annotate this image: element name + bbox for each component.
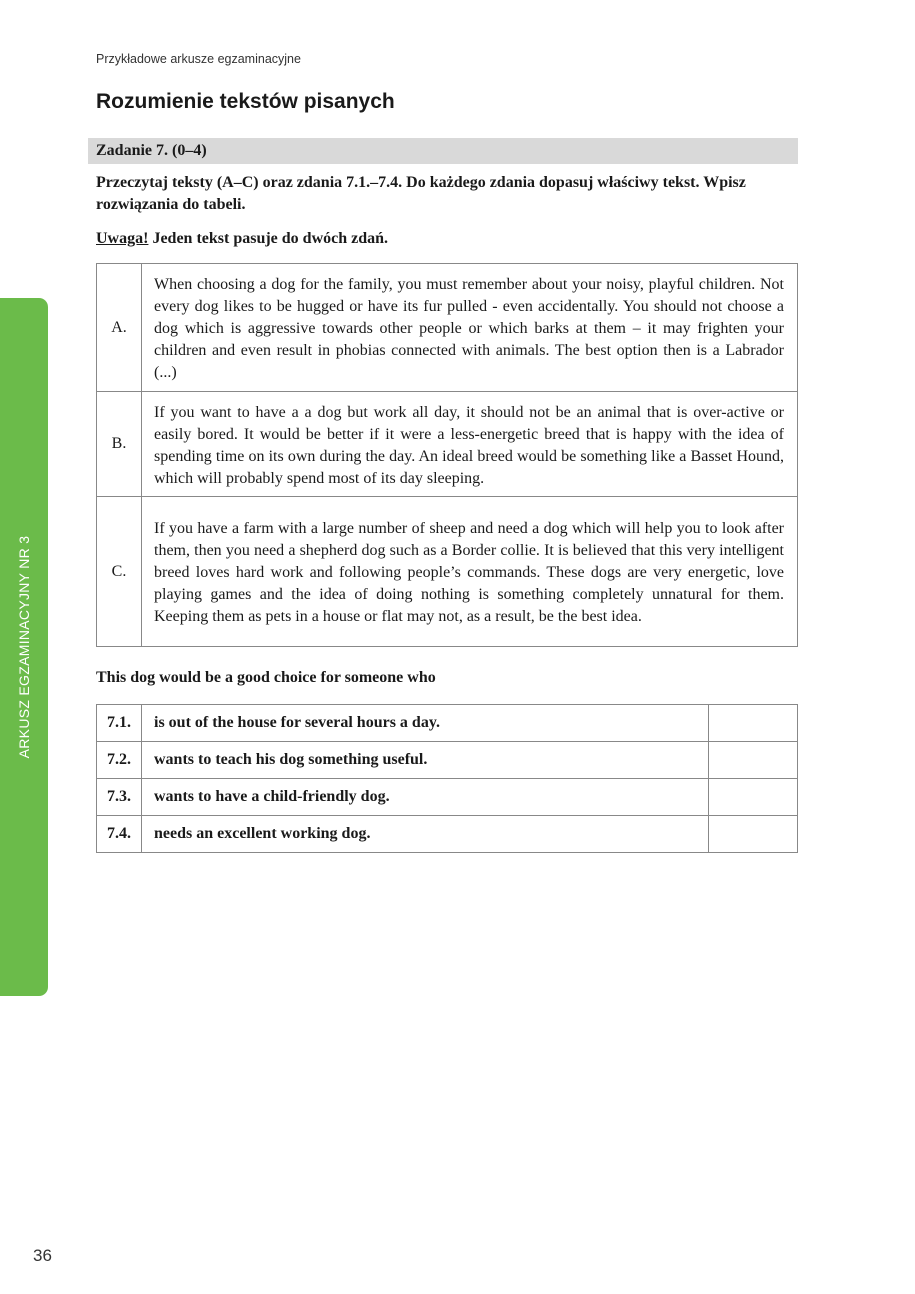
statement-text: is out of the house for several hours a day. [142,705,709,742]
statements-prompt: This dog would be a good choice for someone who [96,669,436,686]
header-note: Przykładowe arkusze egzaminacyjne [96,52,301,66]
statement-text: needs an excellent working dog. [142,816,709,853]
text-letter: B. [97,392,142,497]
statement-number: 7.2. [97,742,142,779]
statement-number: 7.3. [97,779,142,816]
task-note [96,230,388,248]
texts-table [96,263,798,647]
answer-box[interactable] [709,705,798,742]
side-tab-label: ARKUSZ EGZAMINACYJNY NR 3 [16,535,32,759]
statement-text: wants to have a child-friendly dog. [142,779,709,816]
answer-box[interactable] [709,779,798,816]
statement-row [97,816,798,853]
note-label: Uwaga! [96,230,149,247]
text-body: If you want to have a a dog but work all day, it should not be an animal that is over-active or easily bored. It would be better if it were a less-energetic breed that is happy with the idea of spending time on its own during the day. An ideal breed would be something like a Basset Hound, which will probably spend most of its day sleeping. [142,392,798,497]
text-body: When choosing a dog for the family, you must remember about your noisy, playful children. Not every dog likes to be hugged or have its fur pulled - even accidentally. You should not choose a dog which is aggressive towards other people or which barks at them – it may frighten your children and even result in phobias connected with animals. The best option then is a Labrador (...) [142,264,798,392]
task-instructions: Przeczytaj teksty (A–C) oraz zdania 7.1.–7.4. Do każdego zdania dopasuj właściwy tekst. Wpisz rozwiązania do tabeli. [96,174,746,213]
section-title: Rozumienie tekstów pisanych [96,90,395,113]
statement-row [97,779,798,816]
task-title: Zadanie 7. (0–4) [96,142,207,159]
task-title-bar [88,138,798,164]
text-row-c [97,497,798,647]
text-row-b [97,392,798,497]
statement-text: wants to teach his dog something useful. [142,742,709,779]
text-body: If you have a farm with a large number of sheep and need a dog which will help you to look after them, then you need a shepherd dog such as a Border collie. It is believed that this very intelligent breed loves hard work and following people’s commands. These dogs are very energetic, love playing games and the idea of doing nothing is something completely unnatural for them. Keeping them as pets in a house or flat may not, as a result, be the best idea. [142,497,798,647]
note-text: Jeden tekst pasuje do dwóch zdań. [148,230,389,247]
text-row-a [97,264,798,392]
answer-box[interactable] [709,742,798,779]
statement-row [97,742,798,779]
statement-number: 7.4. [97,816,142,853]
page-number: 36 [33,1246,52,1265]
statement-number: 7.1. [97,705,142,742]
text-letter: C. [97,497,142,647]
text-letter: A. [97,264,142,392]
answer-box[interactable] [709,816,798,853]
statement-row [97,705,798,742]
answers-table [96,704,798,853]
